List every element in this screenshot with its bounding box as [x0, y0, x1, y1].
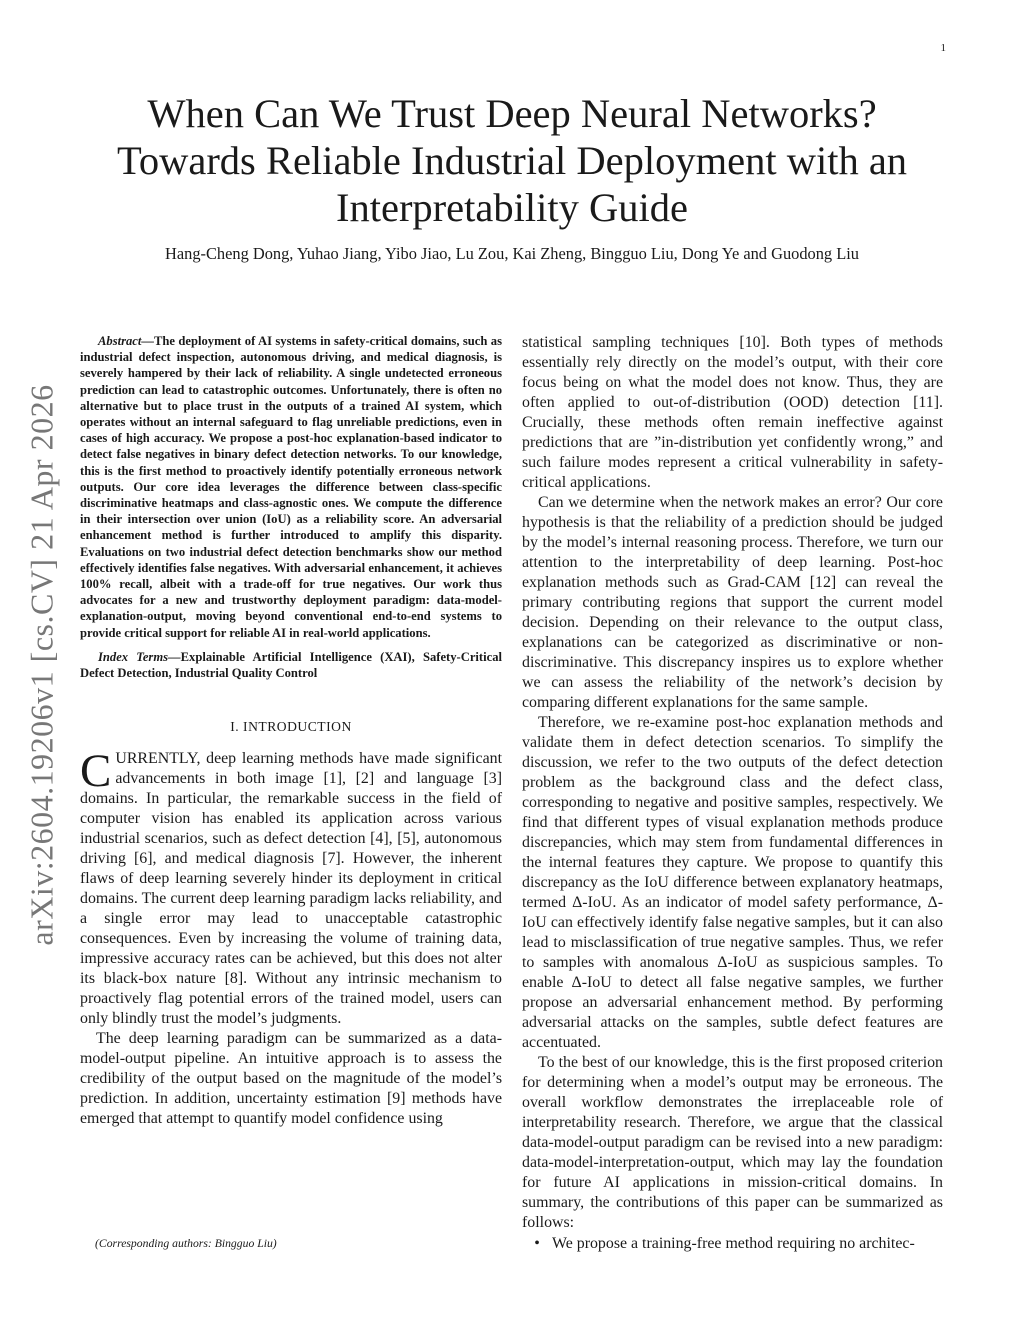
- right-paragraph-3: Therefore, we re-examine post-hoc explanation methods and validate them in defect detection scenarios. To simplify the discussion, we refer to the two outputs of the defect detection problem as the background class and the defect class, corresponding to negative and positive samples, respectively. We find that different types of visual explanation methods produce discrepancies, which may stem from fundamental differences in the internal features they capture. We propose to quantify this discrepancy as the IoU difference between explanatory heatmaps, termed Δ-IoU. As an indicator of model safety performance, Δ-IoU can effectively identify false negative samples, but it can also lead to misclassification of true negative samples. Thus, we refer to samples with anomalous Δ-IoU as suspicious samples. To enable Δ-IoU to detect all false negative samples, we further propose an adversarial enhancement method. By performing adversarial attacks on the samples, subtle defect features are accentuated.: [522, 714, 943, 1051]
- arxiv-stamp: arXiv:2604.19206v1 [cs.CV] 21 Apr 2026: [23, 384, 60, 946]
- right-paragraph-continued: statistical sampling techniques [10]. Both types of methods essentially rely directly on the model’s output, with their core focus being on what the model does not know. Thus, they are often applied to out-of-distribution (OOD) detection [11]. Crucially, these methods often remain ineffective against predictions that are ”in-distribution yet confidently wrong,” and such failure modes represent a critical vulnerability in safety-critical applications.: [522, 334, 943, 491]
- right-paragraph-2: Can we determine when the network makes an error? Our core hypothesis is that the reliability of a prediction should be judged by the model’s internal reasoning process. Therefore, we turn our attention to the interpretability of deep learning. Post-hoc explanation methods such as Grad-CAM [12] can reveal the primary contributing regions that support the current model decision. Depending on their relevance to the output class, explanations can be categorized as discriminative or non-discriminative. This discrepancy inspires us to explore whether we can assess the reliability of the network’s decision by comparing different explanations for the same sample.: [522, 494, 943, 711]
- title-line-1: When Can We Trust Deep Neural Networks?: [147, 91, 877, 136]
- drop-cap: C: [80, 745, 112, 798]
- page-number: 1: [940, 42, 946, 54]
- title-line-2: Towards Reliable Industrial Deployment with an: [116, 138, 908, 183]
- intro-paragraph-1: [80, 745, 502, 1029]
- right-paragraph-4: To the best of our knowledge, this is the first proposed criterion for determining when a model’s output may be erroneous. The overall workflow demonstrates the irreplaceable role of interpretability research. Therefore, we argue that the classical data-model-output paradigm can be revised into a new paradigm: data-model-interpretation-output, which may lay the foundation for future AI applications in mission-critical domains. In summary, the contributions of this paper can be summarized as follows:: [522, 1054, 943, 1231]
- right-column: [522, 333, 943, 1254]
- abstract-label: Abstract—: [98, 334, 154, 348]
- contribution-bullet: [522, 1234, 943, 1254]
- abstract-text: The deployment of AI systems in safety-critical domains, such as industrial defect inspection, autonomous driving, and medical diagnosis, is severely hampered by their lack of reliability. A single undetected erroneous prediction can lead to catastrophic outcomes. Unfortunately, there is often no alternative but to place trust in the outputs of a trained AI system, which operates without an internal safeguard to flag unreliable predictions, even in cases of high accuracy. We propose a post-hoc explanation-based indicator to detect false negatives in binary defect detection networks. To our knowledge, this is the first method to proactively identify potentially erroneous network outputs. Our core idea leverages the difference between class-specific discriminative heatmaps and class-agnostic ones. We compute the difference in their intersection over union (IoU) as a reliability score. An adversarial enhancement method is further introduced to amplify this disparity. Evaluations on two industrial defect detection benchmarks show our method effectively identifies false negatives. With adversarial enhancement, it achieves 100% recall, albeit with a trade-off for true negatives. Our work thus advocates for a new and trustworthy deployment paradigm: data-model-explanation-output, moving beyond conventional end-to-end systems to provide critical support for reliable AI in real-world applications.: [80, 334, 502, 640]
- abstract: [80, 333, 502, 641]
- section-heading-introduction: I. INTRODUCTION: [230, 719, 352, 735]
- paper-title: [80, 90, 944, 231]
- index-terms: [80, 649, 502, 681]
- index-terms-text: Explainable Artificial Intelligence (XAI), Safety-Critical Defect Detection, Industrial Quality Control: [80, 649, 503, 681]
- intro-paragraph-1-text: URRENTLY, deep learning methods have made significant advancements in both image [1], [2] and language [3] domains. In particular, the remarkable success in the field of computer vision has enabled its application across various industrial scenarios, such as defect detection [4], [5], autonomous driving [6], and medical diagnosis [7]. However, the inherent flaws of deep learning severely hinder its deployment in critical domains. The current deep learning paradigm lacks reliability, and a single error may lead to unacceptable catastrophic consequences. Even by increasing the volume of training data, impressive accuracy rates can be achieved, but this does not alter its black-box nature [8]. Without any intrinsic mechanism to proactively flag potential errors of the trained model, users can only blindly trust the model’s judgments.: [80, 750, 502, 1028]
- index-terms-label: Index Terms—: [98, 649, 181, 664]
- bullet-icon: •: [534, 1235, 540, 1252]
- intro-paragraph-2: The deep learning paradigm can be summarized as a data-model-output pipeline. An intuitive approach is to assess the credibility of the output based on the magnitude of the model’s prediction. In addition, uncertainty estimation [9] methods have emerged that attempt to quantify model confidence using: [80, 1030, 502, 1128]
- left-column: [80, 333, 502, 1129]
- footnote: (Corresponding authors: Bingguo Liu): [95, 1237, 277, 1250]
- contribution-bullet-text: We propose a training-free method requiring no architec-: [552, 1235, 915, 1252]
- author-list: Hang-Cheng Dong, Yuhao Jiang, Yibo Jiao, Lu Zou, Kai Zheng, Bingguo Liu, Dong Ye and Guodong Liu: [165, 244, 859, 263]
- title-line-3: Interpretability Guide: [335, 185, 688, 230]
